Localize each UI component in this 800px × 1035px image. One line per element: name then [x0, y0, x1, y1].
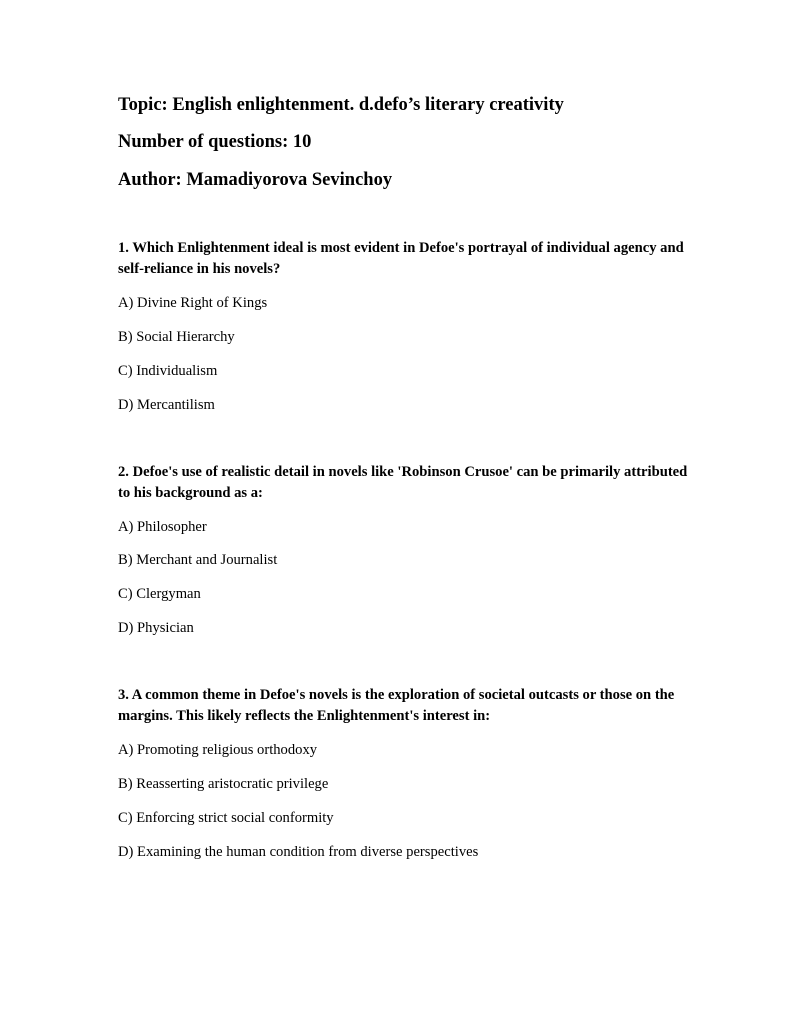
question-1-option-a: A) Divine Right of Kings — [118, 295, 268, 311]
question-3-option-a: A) Promoting religious orthodoxy — [118, 742, 318, 758]
question-2-option-a: A) Philosopher — [118, 519, 207, 535]
question-1-prompt: 1. Which Enlightenment ideal is most evident in Defoe's portrayal of individual agency and self-reliance in his novels? — [118, 240, 684, 277]
question-2-option-b: B) Merchant and Journalist — [118, 552, 278, 568]
question-1-option-b: B) Social Hierarchy — [118, 329, 235, 345]
question-3-option-b: B) Reasserting aristocratic privilege — [118, 776, 329, 792]
question-3-option-d: D) Examining the human condition from diverse perspectives — [118, 844, 479, 860]
topic-heading: Topic: English enlightenment. d.defo’s literary creativity — [118, 95, 564, 115]
question-count-heading: Number of questions: 10 — [118, 132, 312, 152]
question-3-prompt: 3. A common theme in Defoe's novels is the exploration of societal outcasts or those on the margins. This likely reflects the Enlightenment's interest in: — [118, 687, 675, 724]
question-2-option-c: C) Clergyman — [118, 586, 201, 602]
question-2-prompt: 2. Defoe's use of realistic detail in novels like 'Robinson Crusoe' can be primarily attributed to his background as a: — [118, 464, 688, 501]
author-heading: Author: Mamadiyorova Sevinchoy — [118, 170, 393, 190]
question-1-option-c: C) Individualism — [118, 363, 218, 379]
question-2-option-d: D) Physician — [118, 620, 194, 636]
question-3-option-c: C) Enforcing strict social conformity — [118, 810, 334, 826]
question-1-option-d: D) Mercantilism — [118, 397, 215, 413]
